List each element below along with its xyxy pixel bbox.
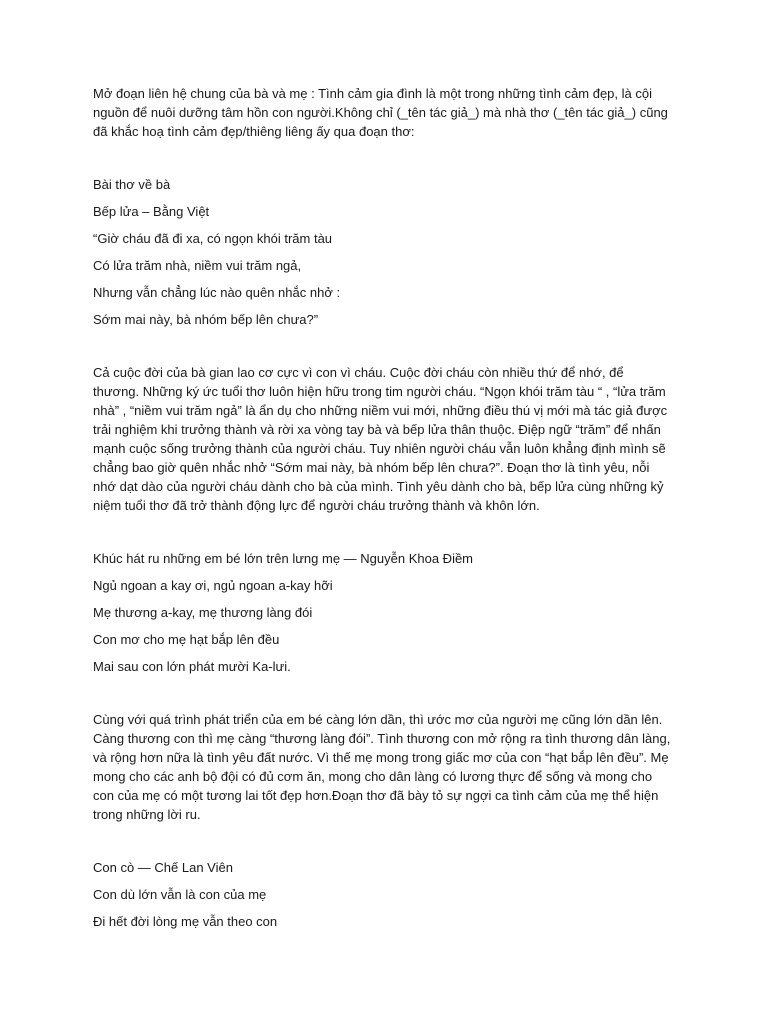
poem3-line: Đi hết đời lòng mẹ vẫn theo con: [93, 914, 278, 929]
spacer: [93, 676, 673, 710]
document-page: [93, 84, 673, 931]
spacer: [93, 515, 673, 549]
spacer: [93, 329, 673, 363]
poem1-line: “Giờ cháu đã đi xa, có ngọn khói trăm tàu: [93, 231, 333, 246]
intro-paragraph: Mở đoạn liên hệ chung của bà và mẹ : Tình cảm gia đình là một trong những tình cảm đẹp, là cội nguồn để nuôi dưỡng tâm hồn con người.Không chỉ (_tên tác giả_) mà nhà thơ (_tên tác giả_) cũng đã khắc hoạ tình cảm đẹp/thiêng liêng ấy qua đoạn thơ:: [93, 86, 668, 139]
poem2-line: Ngủ ngoan a kay ơi, ngủ ngoan a-kay hỡi: [93, 578, 333, 593]
poem1-line: Có lửa trăm nhà, niềm vui trăm ngả,: [93, 258, 302, 273]
section2-analysis: Cùng với quá trình phát triển của em bé càng lớn dần, thì ước mơ của người mẹ cũng lớn dần lên. Càng thương con thì mẹ càng “thương làng đói”. Tình thương con mở rộng ra tình thương dân làng, và rộng hơn nữa là tình yêu đất nước. Vì thế mẹ mong trong giấc mơ của con “hạt bắp lên đều”. Mẹ mong cho các anh bộ đội có đủ cơm ăn, mong cho dân làng có lương thực để sống và mong cho con của mẹ có một tương lai tốt đẹp hơn.Đoạn thơ đã bày tỏ sự ngợi ca tình cảm của mẹ thể hiện trong những lời ru.: [93, 712, 671, 822]
poem3-line: Con dù lớn vẫn là con của mẹ: [93, 887, 267, 902]
section1-analysis: Cả cuộc đời của bà gian lao cơ cực vì con vì cháu. Cuộc đời cháu còn nhiều thứ để nhớ, để thương. Những ký ức tuổi thơ luôn hiện hữu trong tim người cháu. “Ngọn khói trăm tàu “ , “lửa trăm nhà” , “niềm vui trăm ngả” là ẩn dụ cho những niềm vui mới, những điều thú vị mới mà tác giả được trải nghiệm khi trưởng thành và rời xa vòng tay bà và bếp lửa thân thuộc. Điệp ngữ “trăm” để nhấn mạnh cuộc sống trưởng thành của người cháu. Tuy nhiên người cháu vẫn luôn khẳng định mình sẽ chẳng bao giờ quên nhắc nhở “Sớm mai này, bà nhóm bếp lên chưa?”. Đoạn thơ là tình yêu, nỗi nhớ dạt dào của người cháu dành cho bà của mình. Tình yêu dành cho bà, bếp lửa cùng những kỷ niệm tuổi thơ đã trở thành động lực để người cháu trưởng thành và khôn lớn.: [93, 365, 668, 513]
section3-title: Con cò — Chế Lan Viên: [93, 860, 233, 875]
poem1-line: Sớm mai này, bà nhóm bếp lên chưa?”: [93, 312, 319, 327]
poem2-line: Mẹ thương a-kay, mẹ thương làng đói: [93, 605, 313, 620]
section1-heading: Bài thơ về bà: [93, 177, 171, 192]
section1-title: Bếp lửa – Bằng Việt: [93, 204, 210, 219]
spacer: [93, 141, 673, 175]
poem2-line: Mai sau con lớn phát mười Ka-lưi.: [93, 659, 291, 674]
spacer: [93, 824, 673, 858]
section2-title: Khúc hát ru những em bé lớn trên lưng mẹ — Nguyễn Khoa Điềm: [93, 551, 474, 566]
poem2-line: Con mơ cho mẹ hạt bắp lên đều: [93, 632, 280, 647]
poem1-line: Nhưng vẫn chẳng lúc nào quên nhắc nhở :: [93, 285, 341, 300]
